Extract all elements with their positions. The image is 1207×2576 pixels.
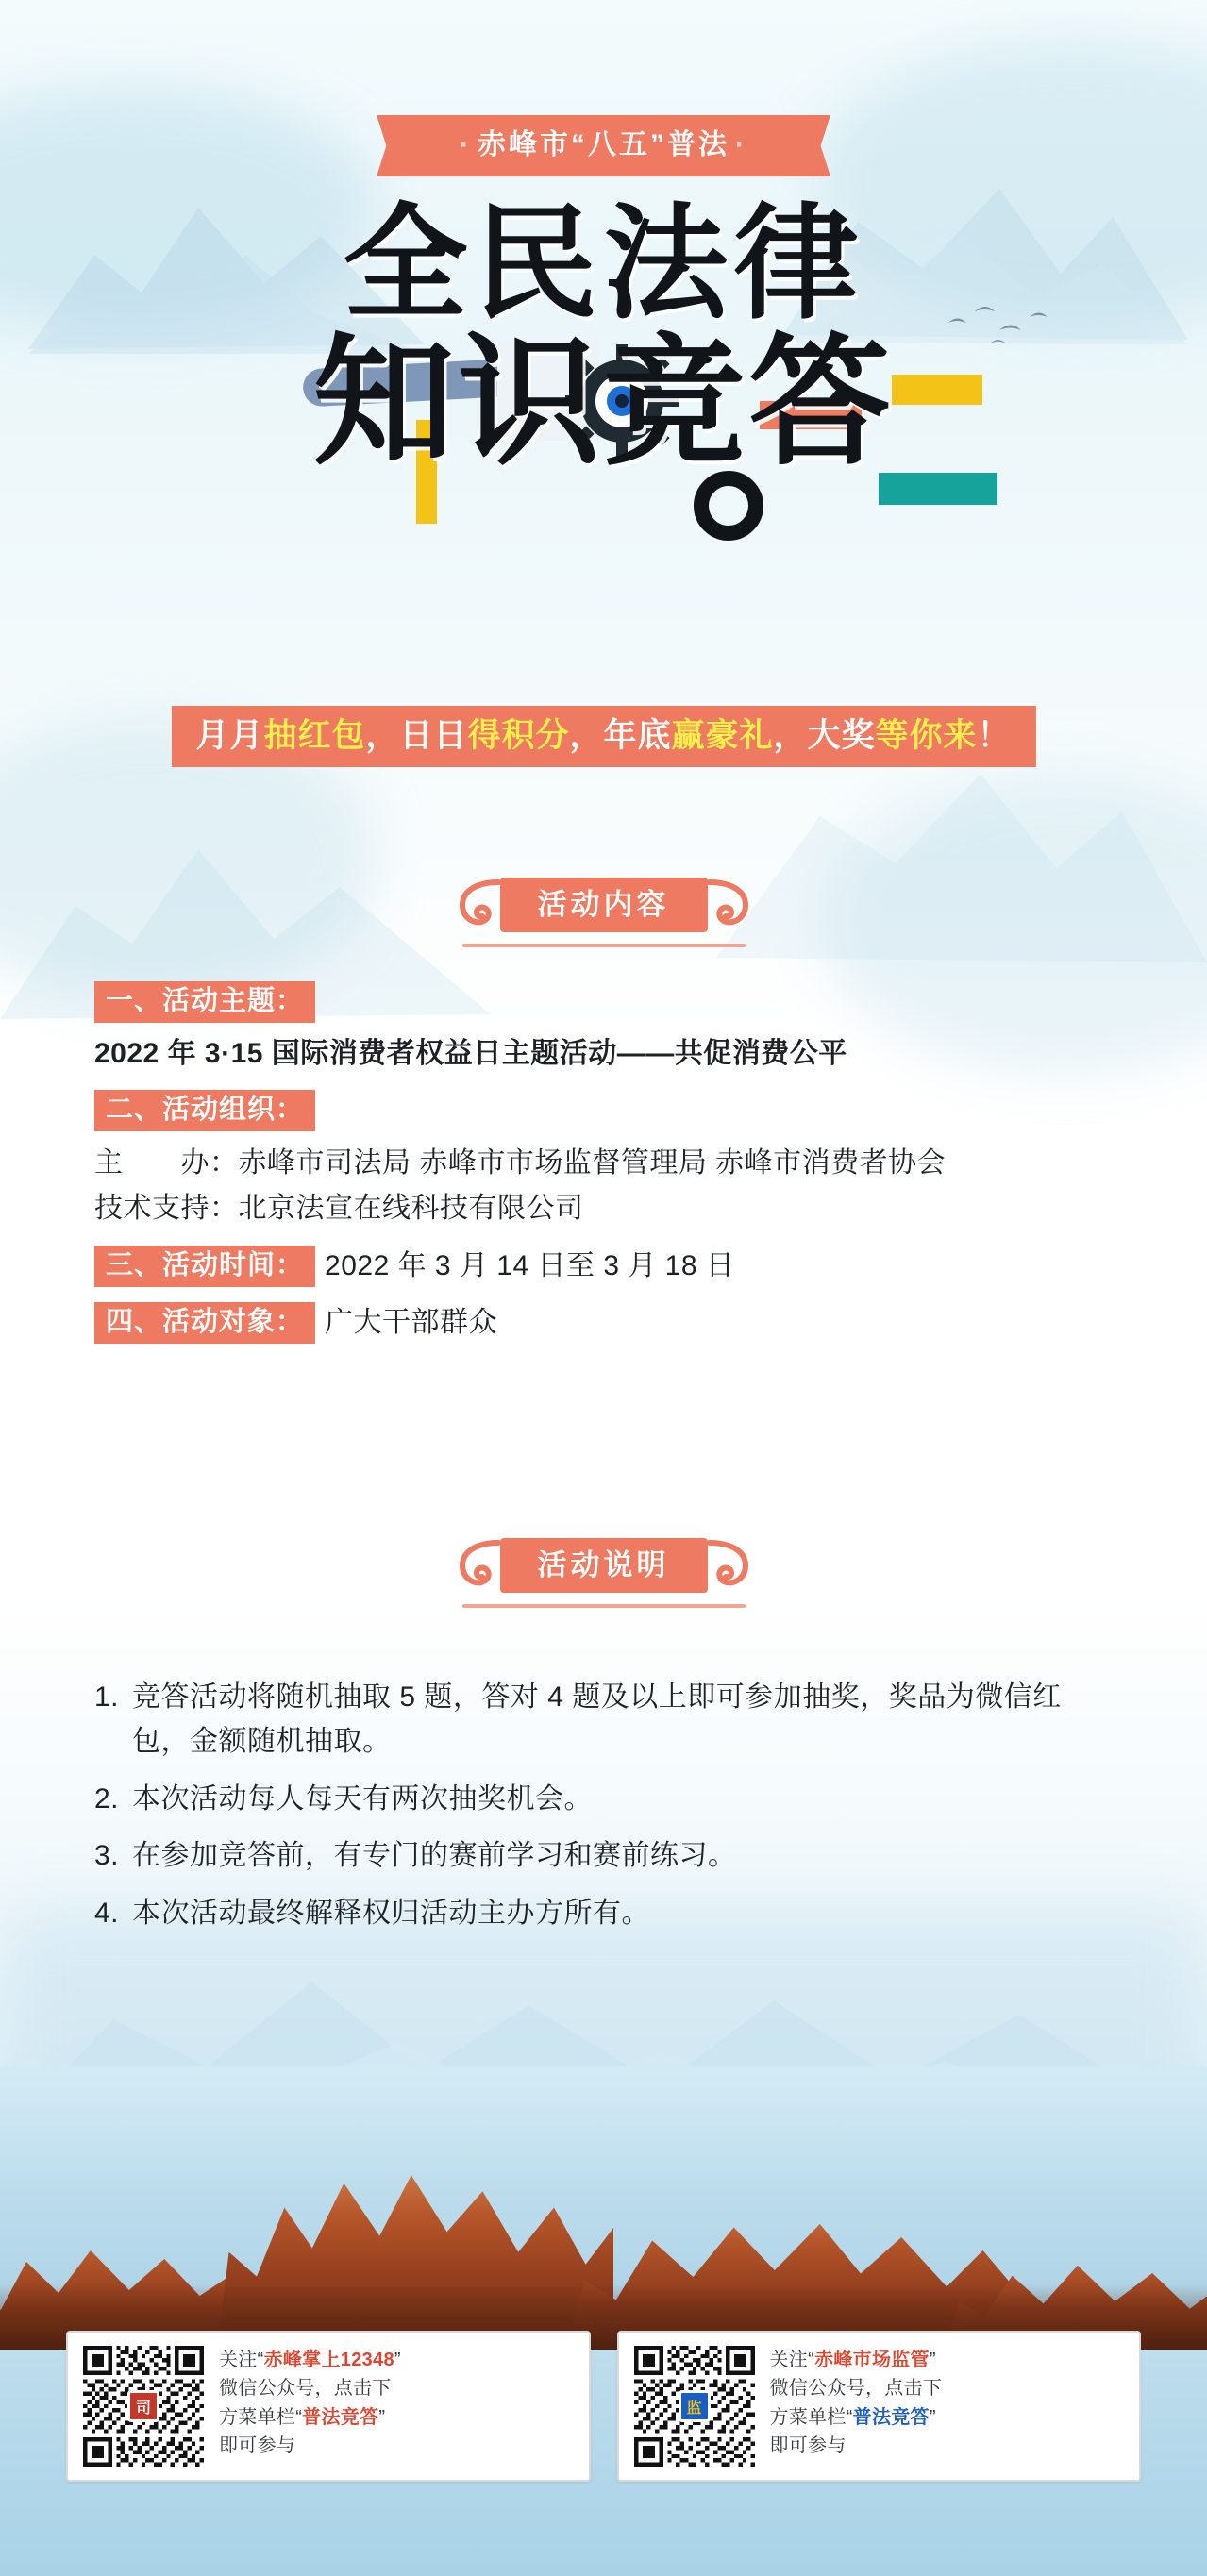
qr-quote-open: “ (295, 2406, 303, 2428)
slogan-part: 得积分 (467, 717, 570, 754)
qr-quote-close: ” (929, 2406, 936, 2428)
qr-card[interactable] (66, 2331, 591, 2482)
qr-text-line (770, 2346, 943, 2374)
scroll-curl-icon (457, 1539, 506, 1592)
yellow-bar-accent-icon (892, 375, 982, 405)
qr-card-text (770, 2346, 943, 2461)
qr-code-icon[interactable] (83, 2346, 204, 2467)
ribbon-label (399, 115, 808, 176)
qr-text-line: 微信公众号，点击下 (219, 2378, 392, 2400)
activity-item (94, 981, 1116, 1077)
slogan-part: 抽红包 (263, 717, 366, 754)
ribbon-left-dot: · (460, 129, 472, 160)
qr-text-line: 即可参与 (219, 2435, 296, 2457)
list-item-number: 2. (94, 1782, 120, 1815)
qr-quote-open: “ (846, 2406, 853, 2428)
list-item-number: 4. (94, 1897, 120, 1929)
section-title-text: 活动内容 (500, 878, 708, 932)
activity-item (94, 1090, 1116, 1231)
activity-notes-list (94, 1675, 1116, 1948)
qr-text-line (219, 2346, 401, 2374)
list-item-number: 3. (94, 1840, 120, 1872)
activity-item-label: 一、活动主题： (94, 981, 315, 1023)
activity-content-block (94, 981, 1116, 1359)
activity-item-value: 2022 年 3 月 14 日至 3 月 18 日 (325, 1249, 735, 1281)
slogan-part: 月月 (195, 717, 264, 754)
activity-tech-support-line: 技术支持：北京法宣在线科技有限公司 (94, 1192, 584, 1224)
qr-line-emphasis: 普法竞答 (302, 2406, 379, 2428)
qr-text-line (770, 2403, 943, 2432)
qr-text-line: 即可参与 (769, 2435, 847, 2457)
list-item-text: 竞答活动将随机抽取 5 题，答对 4 题及以上即可参加抽奖，奖品为微信红包，金额随机抽取。 (132, 1681, 1062, 1758)
list-item (94, 1777, 1116, 1821)
list-item-text: 本次活动最终解释权归活动主办方所有。 (132, 1897, 650, 1929)
section-title-text: 活动说明 (500, 1538, 708, 1593)
ribbon-right-dot: · (735, 129, 747, 160)
activity-item (94, 1245, 1116, 1289)
teal-bar-accent-icon (879, 473, 997, 505)
mountain-photo-band (0, 2066, 1207, 2350)
qr-line-emphasis: 普法竞答 (852, 2406, 930, 2428)
qr-card[interactable] (617, 2331, 1142, 2482)
activity-item-label: 二、活动组织： (94, 1090, 315, 1131)
slogan-part: ，年底 (569, 717, 672, 754)
page-title (0, 192, 1207, 485)
ring-accent-icon (694, 471, 763, 541)
section-title-activity-content (457, 878, 751, 932)
fog-overlay (0, 2066, 1207, 2180)
slogan-part: 等你来 (875, 717, 978, 754)
qr-center-badge: 司 (127, 2390, 159, 2422)
slogan-part: 赢豪礼 (671, 717, 774, 754)
qr-quote-open: “ (257, 2350, 264, 2370)
qr-quote-open: “ (808, 2350, 815, 2370)
slogan-bar (171, 706, 1035, 767)
activity-organizer-line: 主 办：赤峰市司法局 赤峰市市场监督管理局 赤峰市消费者协会 (94, 1146, 947, 1179)
section-underline (462, 944, 746, 947)
list-item-text: 本次活动每人每天有两次抽奖机会。 (132, 1782, 593, 1815)
activity-item-label: 三、活动时间： (94, 1246, 315, 1287)
list-item (94, 1833, 1116, 1878)
headline-line-2-wrapper (312, 320, 895, 485)
qr-quote-close: ” (929, 2350, 936, 2370)
activity-item-value: 广大干部群众 (325, 1307, 498, 1338)
scroll-curl-icon (457, 878, 506, 931)
qr-text-line: 微信公众号，点击下 (769, 2378, 943, 2400)
qr-line-emphasis: 赤峰市场监管 (814, 2350, 930, 2370)
scroll-curl-icon (702, 1539, 751, 1592)
qr-center-badge: 监 (679, 2390, 711, 2422)
headline-line-1: 全民法律 (343, 192, 864, 337)
activity-item (94, 1301, 1116, 1346)
section-title-activity-notes (457, 1538, 751, 1593)
headline-line-2: 知识竞答 (312, 320, 895, 485)
list-item (94, 1891, 1116, 1935)
qr-line-prefix: 方菜单栏 (769, 2406, 847, 2428)
qr-line-prefix: 关注 (769, 2350, 809, 2370)
slogan-part: ，日日 (365, 717, 468, 754)
slogan-part: ，大奖 (773, 717, 876, 754)
qr-quote-close: ” (394, 2350, 401, 2370)
qr-line-prefix: 方菜单栏 (219, 2406, 296, 2428)
qr-text-line (219, 2403, 401, 2432)
list-item (94, 1675, 1116, 1765)
slogan-part: ！ (977, 717, 1012, 754)
section-underline (462, 1604, 746, 1608)
qr-card-row (66, 2331, 1141, 2482)
ribbon-text: 赤峰市“八五”普法 (478, 129, 729, 160)
qr-quote-close: ” (378, 2406, 386, 2428)
list-item-text: 在参加竞答前，有专门的赛前学习和赛前练习。 (132, 1840, 737, 1872)
qr-line-emphasis: 赤峰掌上12348 (263, 2350, 394, 2370)
activity-item-value: 2022 年 3·15 国际消费者权益日主题活动——共促消费公平 (94, 1038, 847, 1069)
top-ribbon (399, 115, 808, 176)
qr-card-text (219, 2346, 401, 2461)
qr-line-prefix: 关注 (219, 2350, 258, 2370)
activity-item-label: 四、活动对象： (94, 1302, 315, 1344)
qr-code-icon[interactable] (634, 2346, 755, 2467)
list-item-number: 1. (94, 1681, 120, 1713)
scroll-curl-icon (702, 878, 751, 931)
